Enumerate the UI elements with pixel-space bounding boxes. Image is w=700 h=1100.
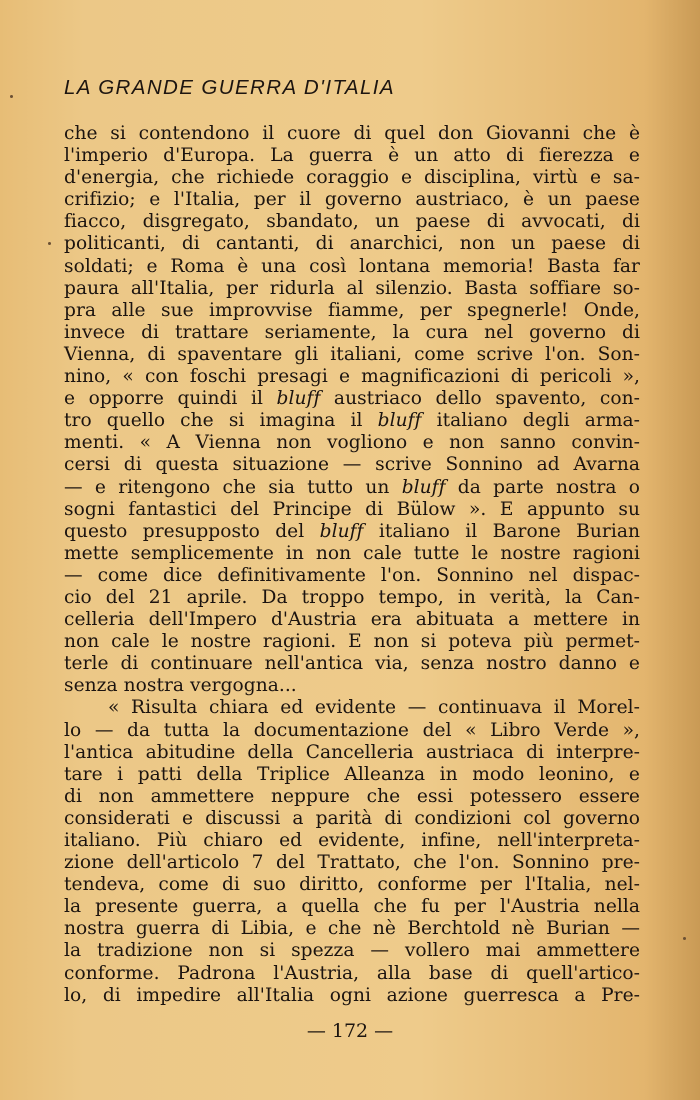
text-line: fiacco, disgregato, sbandato, un paese di avvocati, di bbox=[64, 211, 640, 233]
text-line: paura all'Italia, per ridurla al silenzio. Basta soffiare so- bbox=[64, 277, 640, 299]
text-line: la presente guerra, a quella che fu per l'Austria nella bbox=[64, 896, 640, 918]
text-line: l'imperio d'Europa. La guerra è un atto di fierezza e bbox=[64, 145, 640, 167]
text-line: l'antica abitudine della Cancelleria austriaca di interpre- bbox=[64, 741, 640, 763]
text-line: « Risulta chiara ed evidente — continuava il Morel- bbox=[108, 697, 640, 719]
paper-speck bbox=[48, 242, 51, 245]
body-text bbox=[64, 123, 640, 1007]
text-line: Vienna, di spaventare gli italiani, come scrive l'on. Son- bbox=[64, 343, 640, 365]
text-line: senza nostra vergogna... bbox=[64, 675, 297, 697]
text-line: considerati e discussi a parità di condizioni col governo bbox=[64, 807, 640, 829]
page-number: — 172 — bbox=[306, 1020, 394, 1042]
text-line: nostra guerra di Libia, e che nè Berchtold nè Burian — bbox=[64, 918, 640, 940]
text-line: lo — da tutta la documentazione del « Libro Verde », bbox=[64, 719, 640, 741]
text-line: crifizio; e l'Italia, per il governo austriaco, è un paese bbox=[64, 189, 640, 211]
text-line: menti. « A Vienna non vogliono e non sanno convin- bbox=[64, 432, 640, 454]
paper-speck bbox=[683, 937, 686, 940]
text-line: — come dice definitivamente l'on. Sonnino nel dispac- bbox=[64, 564, 640, 586]
text-line: conforme. Padrona l'Austria, alla base di quell'artico- bbox=[64, 962, 640, 984]
text-line: nino, « con foschi presagi e magnificazioni di pericoli », bbox=[64, 366, 640, 388]
text-line: — e ritengono che sia tutto un bluff da parte nostra o bbox=[64, 476, 640, 498]
text-line: tro quello che si imagina il bluff italiano degli arma- bbox=[64, 410, 640, 432]
text-line: di non ammettere neppure che essi potessero essere bbox=[64, 785, 640, 807]
text-line: che si contendono il cuore di quel don Giovanni che è bbox=[64, 123, 640, 144]
text-line: celleria dell'Impero d'Austria era abituata a mettere in bbox=[64, 609, 640, 631]
text-line: soldati; e Roma è una così lontana memoria! Basta far bbox=[64, 255, 640, 277]
text-line: la tradizione non si spezza — vollero mai ammettere bbox=[64, 940, 640, 962]
text-line: italiano. Più chiaro ed evidente, infine, nell'interpreta- bbox=[64, 830, 640, 851]
text-line: e opporre quindi il bluff austriaco dello spavento, con- bbox=[64, 388, 640, 410]
text-line: politicanti, di cantanti, di anarchici, non un paese di bbox=[64, 233, 640, 255]
text-line: cio del 21 aprile. Da troppo tempo, in verità, la Can- bbox=[64, 586, 640, 608]
text-line: non cale le nostre ragioni. E non si poteva più permet- bbox=[64, 631, 640, 653]
running-header-title: LA GRANDE GUERRA D'ITALIA bbox=[64, 76, 395, 99]
text-line: tendeva, come di suo diritto, conforme per l'Italia, nel- bbox=[64, 874, 640, 896]
text-line: d'energia, che richiede coraggio e disciplina, virtù e sa- bbox=[64, 167, 640, 189]
text-line: lo, di impedire all'Italia ogni azione guerresca a Pre- bbox=[64, 984, 640, 1006]
text-line: mette semplicemente in non cale tutte le nostre ragioni bbox=[64, 542, 640, 564]
text-line: cersi di questa situazione — scrive Sonnino ad Avarna bbox=[64, 454, 640, 476]
text-line: sogni fantastici del Principe di Bülow ». E appunto su bbox=[64, 498, 640, 520]
text-line: invece di trattare seriamente, la cura nel governo di bbox=[64, 321, 640, 343]
paper-speck bbox=[10, 95, 13, 98]
text-line: pra alle sue improvvise fiamme, per spegnerle! Onde, bbox=[64, 299, 640, 321]
text-line: tare i patti della Triplice Alleanza in modo leonino, e bbox=[64, 763, 640, 785]
text-line: zione dell'articolo 7 del Trattato, che l'on. Sonnino pre- bbox=[64, 852, 640, 874]
text-line: questo presupposto del bluff italiano il Barone Burian bbox=[64, 520, 640, 542]
text-line: terle di continuare nell'antica via, senza nostro danno e bbox=[64, 653, 640, 675]
